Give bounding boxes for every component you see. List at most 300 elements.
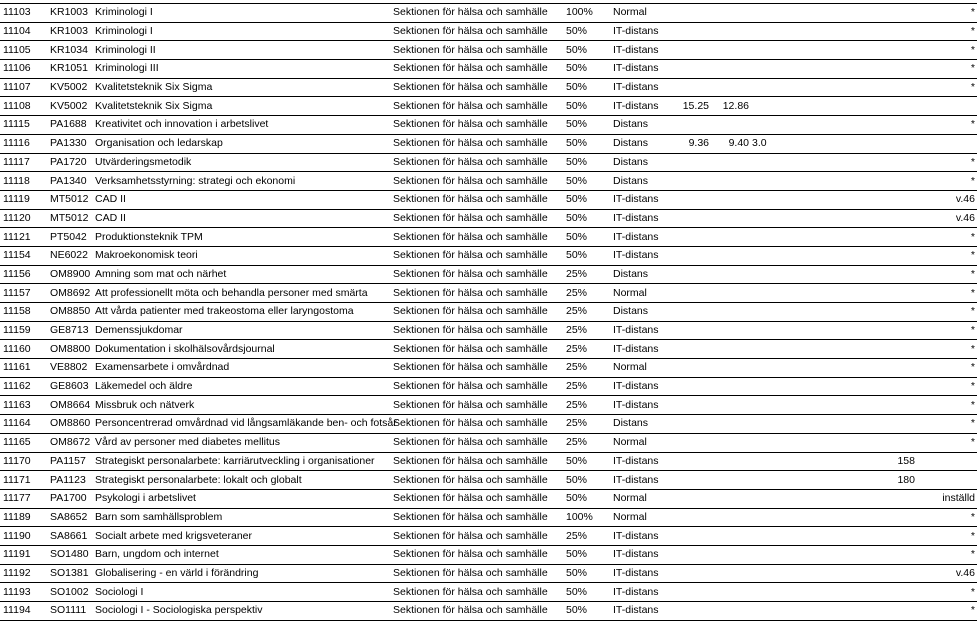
- score1-cell: [672, 340, 712, 359]
- table-row: [0, 321, 977, 340]
- course-name-cell: Produktionsteknik TPM: [92, 228, 390, 247]
- department-cell: Sektionen för hälsa och samhälle: [390, 284, 563, 303]
- department-cell: Sektionen för hälsa och samhälle: [390, 564, 563, 583]
- course-code-cell: PA1720: [47, 153, 92, 172]
- course-code-cell: MT5012: [47, 209, 92, 228]
- study-mode-cell: Normal: [610, 284, 672, 303]
- score1-cell: [672, 452, 712, 471]
- table-row: [0, 489, 977, 508]
- score2-cell: [712, 377, 752, 396]
- score1-cell: [672, 246, 712, 265]
- count-cell: [772, 489, 917, 508]
- score3-cell: [752, 602, 772, 621]
- course-name-cell: Demenssjukdomar: [92, 321, 390, 340]
- course-id-cell: 11164: [0, 415, 47, 434]
- department-cell: Sektionen för hälsa och samhälle: [390, 340, 563, 359]
- pace-cell: 25%: [563, 340, 610, 359]
- score2-cell: [712, 545, 752, 564]
- course-id-cell: 11158: [0, 303, 47, 322]
- table-row: [0, 22, 977, 41]
- count-cell: [772, 246, 917, 265]
- course-name-cell: Dokumentation i skolhälsovårdsjournal: [92, 340, 390, 359]
- score2-cell: [712, 471, 752, 490]
- score2-cell: [712, 116, 752, 135]
- course-name-cell: Strategiskt personalarbete: lokalt och globalt: [92, 471, 390, 490]
- table-row: [0, 377, 977, 396]
- course-name-cell: Socialt arbete med krigsveteraner: [92, 527, 390, 546]
- study-mode-cell: Distans: [610, 134, 672, 153]
- pace-cell: 25%: [563, 321, 610, 340]
- pace-cell: 50%: [563, 134, 610, 153]
- study-mode-cell: IT-distans: [610, 22, 672, 41]
- count-cell: [772, 583, 917, 602]
- department-cell: Sektionen för hälsa och samhälle: [390, 246, 563, 265]
- score2-cell: [712, 265, 752, 284]
- course-id-cell: 11170: [0, 452, 47, 471]
- course-code-cell: PA1700: [47, 489, 92, 508]
- score2-cell: [712, 433, 752, 452]
- score1-cell: [672, 228, 712, 247]
- score3-cell: [752, 228, 772, 247]
- course-name-cell: Examensarbete i omvårdnad: [92, 359, 390, 378]
- course-code-cell: OM8900: [47, 265, 92, 284]
- table-row: [0, 602, 977, 621]
- score1-cell: [672, 415, 712, 434]
- study-mode-cell: IT-distans: [610, 471, 672, 490]
- course-code-cell: NE6022: [47, 246, 92, 265]
- course-id-cell: 11154: [0, 246, 47, 265]
- course-name-cell: Utvärderingsmetodik: [92, 153, 390, 172]
- course-id-cell: 11162: [0, 377, 47, 396]
- course-id-cell: 11159: [0, 321, 47, 340]
- course-name-cell: Att vårda patienter med trakeostoma eller laryngostoma: [92, 303, 390, 322]
- pace-cell: 50%: [563, 471, 610, 490]
- pace-cell: 50%: [563, 153, 610, 172]
- table-row: [0, 228, 977, 247]
- score3-cell: [752, 284, 772, 303]
- department-cell: Sektionen för hälsa och samhälle: [390, 583, 563, 602]
- score2-cell: [712, 60, 752, 79]
- department-cell: Sektionen för hälsa och samhälle: [390, 190, 563, 209]
- course-code-cell: GE8603: [47, 377, 92, 396]
- score1-cell: [672, 78, 712, 97]
- note-cell: *: [917, 377, 977, 396]
- pace-cell: 50%: [563, 583, 610, 602]
- pace-cell: 50%: [563, 22, 610, 41]
- course-id-cell: 11119: [0, 190, 47, 209]
- score3-cell: [752, 60, 772, 79]
- score2-cell: [712, 246, 752, 265]
- study-mode-cell: Distans: [610, 415, 672, 434]
- pace-cell: 50%: [563, 602, 610, 621]
- note-cell: *: [917, 265, 977, 284]
- note-cell: *: [917, 602, 977, 621]
- department-cell: Sektionen för hälsa och samhälle: [390, 153, 563, 172]
- note-cell: *: [917, 4, 977, 23]
- course-name-cell: Kriminologi III: [92, 60, 390, 79]
- course-name-cell: Kriminologi II: [92, 41, 390, 60]
- course-id-cell: 11194: [0, 602, 47, 621]
- pace-cell: 25%: [563, 377, 610, 396]
- count-cell: 180: [772, 471, 917, 490]
- course-name-cell: CAD II: [92, 190, 390, 209]
- course-name-cell: Kvalitetsteknik Six Sigma: [92, 78, 390, 97]
- note-cell: [917, 134, 977, 153]
- department-cell: Sektionen för hälsa och samhälle: [390, 508, 563, 527]
- study-mode-cell: Normal: [610, 4, 672, 23]
- pace-cell: 50%: [563, 228, 610, 247]
- count-cell: [772, 172, 917, 191]
- score1-cell: [672, 433, 712, 452]
- study-mode-cell: IT-distans: [610, 60, 672, 79]
- course-id-cell: 11189: [0, 508, 47, 527]
- table-row: [0, 433, 977, 452]
- pace-cell: 25%: [563, 527, 610, 546]
- pace-cell: 25%: [563, 303, 610, 322]
- course-code-cell: KR1003: [47, 4, 92, 23]
- course-name-cell: Missbruk och nätverk: [92, 396, 390, 415]
- department-cell: Sektionen för hälsa och samhälle: [390, 527, 563, 546]
- score3-cell: [752, 396, 772, 415]
- course-code-cell: OM8664: [47, 396, 92, 415]
- score1-cell: [672, 284, 712, 303]
- course-code-cell: GE8713: [47, 321, 92, 340]
- score3-cell: [752, 583, 772, 602]
- study-mode-cell: Distans: [610, 172, 672, 191]
- score2-cell: [712, 78, 752, 97]
- study-mode-cell: IT-distans: [610, 396, 672, 415]
- course-name-cell: Personcentrerad omvårdnad vid långsamläkande ben- och fotsår: [92, 415, 390, 434]
- department-cell: Sektionen för hälsa och samhälle: [390, 78, 563, 97]
- department-cell: Sektionen för hälsa och samhälle: [390, 321, 563, 340]
- score2-cell: [712, 209, 752, 228]
- note-cell: *: [917, 359, 977, 378]
- score1-cell: [672, 489, 712, 508]
- count-cell: [772, 527, 917, 546]
- course-code-cell: SO1480: [47, 545, 92, 564]
- score2-cell: 9.40: [712, 134, 752, 153]
- note-cell: *: [917, 60, 977, 79]
- note-cell: *: [917, 545, 977, 564]
- score1-cell: [672, 321, 712, 340]
- score3-cell: [752, 321, 772, 340]
- course-name-cell: Kriminologi I: [92, 4, 390, 23]
- course-id-cell: 11157: [0, 284, 47, 303]
- score2-cell: [712, 22, 752, 41]
- study-mode-cell: IT-distans: [610, 527, 672, 546]
- course-code-cell: KR1003: [47, 22, 92, 41]
- table-row: [0, 172, 977, 191]
- course-code-cell: OM8672: [47, 433, 92, 452]
- count-cell: [772, 508, 917, 527]
- count-cell: 158: [772, 452, 917, 471]
- table-row: [0, 97, 977, 116]
- score2-cell: [712, 190, 752, 209]
- note-cell: *: [917, 396, 977, 415]
- score1-cell: [672, 303, 712, 322]
- course-name-cell: Läkemedel och äldre: [92, 377, 390, 396]
- score1-cell: [672, 41, 712, 60]
- study-mode-cell: Distans: [610, 153, 672, 172]
- score1-cell: [672, 545, 712, 564]
- score3-cell: [752, 377, 772, 396]
- score2-cell: [712, 153, 752, 172]
- count-cell: [772, 134, 917, 153]
- table-row: [0, 265, 977, 284]
- note-cell: *: [917, 321, 977, 340]
- course-id-cell: 11115: [0, 116, 47, 135]
- count-cell: [772, 60, 917, 79]
- score3-cell: [752, 153, 772, 172]
- count-cell: [772, 228, 917, 247]
- department-cell: Sektionen för hälsa och samhälle: [390, 602, 563, 621]
- note-cell: *: [917, 284, 977, 303]
- department-cell: Sektionen för hälsa och samhälle: [390, 116, 563, 135]
- course-name-cell: CAD II: [92, 209, 390, 228]
- score2-cell: [712, 527, 752, 546]
- study-mode-cell: Normal: [610, 359, 672, 378]
- study-mode-cell: IT-distans: [610, 564, 672, 583]
- department-cell: Sektionen för hälsa och samhälle: [390, 377, 563, 396]
- score3-cell: [752, 545, 772, 564]
- course-code-cell: SO1002: [47, 583, 92, 602]
- course-id-cell: 11106: [0, 60, 47, 79]
- note-cell: *: [917, 508, 977, 527]
- study-mode-cell: Normal: [610, 508, 672, 527]
- table-row: [0, 41, 977, 60]
- note-cell: [917, 97, 977, 116]
- table-row: [0, 359, 977, 378]
- score3-cell: [752, 471, 772, 490]
- score2-cell: [712, 602, 752, 621]
- score1-cell: [672, 22, 712, 41]
- department-cell: Sektionen för hälsa och samhälle: [390, 396, 563, 415]
- department-cell: Sektionen för hälsa och samhälle: [390, 209, 563, 228]
- score3-cell: [752, 78, 772, 97]
- score2-cell: [712, 415, 752, 434]
- study-mode-cell: IT-distans: [610, 583, 672, 602]
- score3-cell: [752, 190, 772, 209]
- pace-cell: 25%: [563, 433, 610, 452]
- count-cell: [772, 433, 917, 452]
- score3-cell: [752, 41, 772, 60]
- pace-cell: 50%: [563, 209, 610, 228]
- study-mode-cell: IT-distans: [610, 377, 672, 396]
- table-row: [0, 134, 977, 153]
- table-row: [0, 508, 977, 527]
- table-row: [0, 153, 977, 172]
- department-cell: Sektionen för hälsa och samhälle: [390, 60, 563, 79]
- count-cell: [772, 545, 917, 564]
- pace-cell: 50%: [563, 41, 610, 60]
- note-cell: inställd: [917, 489, 977, 508]
- course-name-cell: Kreativitet och innovation i arbetslivet: [92, 116, 390, 135]
- score3-cell: [752, 508, 772, 527]
- course-name-cell: Verksamhetsstyrning: strategi och ekonomi: [92, 172, 390, 191]
- note-cell: v.46: [917, 564, 977, 583]
- table-row: [0, 78, 977, 97]
- table-row: [0, 190, 977, 209]
- table-row: [0, 415, 977, 434]
- note-cell: *: [917, 303, 977, 322]
- study-mode-cell: Normal: [610, 489, 672, 508]
- score3-cell: [752, 452, 772, 471]
- score2-cell: [712, 564, 752, 583]
- course-code-cell: OM8850: [47, 303, 92, 322]
- score2-cell: [712, 452, 752, 471]
- score1-cell: [672, 602, 712, 621]
- course-id-cell: 11163: [0, 396, 47, 415]
- note-cell: *: [917, 415, 977, 434]
- study-mode-cell: IT-distans: [610, 78, 672, 97]
- note-cell: *: [917, 22, 977, 41]
- score2-cell: [712, 284, 752, 303]
- count-cell: [772, 116, 917, 135]
- course-name-cell: Att professionellt möta och behandla personer med smärta: [92, 284, 390, 303]
- department-cell: Sektionen för hälsa och samhälle: [390, 4, 563, 23]
- table-body: [0, 4, 977, 621]
- course-code-cell: KV5002: [47, 97, 92, 116]
- note-cell: *: [917, 527, 977, 546]
- course-name-cell: Strategiskt personalarbete: karriärutveckling i organisationer: [92, 452, 390, 471]
- score2-cell: [712, 396, 752, 415]
- count-cell: [772, 396, 917, 415]
- course-id-cell: 11160: [0, 340, 47, 359]
- pace-cell: 50%: [563, 190, 610, 209]
- score2-cell: [712, 303, 752, 322]
- count-cell: [772, 265, 917, 284]
- study-mode-cell: Distans: [610, 303, 672, 322]
- course-code-cell: PA1330: [47, 134, 92, 153]
- count-cell: [772, 359, 917, 378]
- note-cell: *: [917, 340, 977, 359]
- course-id-cell: 11171: [0, 471, 47, 490]
- score1-cell: [672, 564, 712, 583]
- table-row: [0, 527, 977, 546]
- score1-cell: [672, 265, 712, 284]
- study-mode-cell: IT-distans: [610, 321, 672, 340]
- course-code-cell: KR1034: [47, 41, 92, 60]
- department-cell: Sektionen för hälsa och samhälle: [390, 545, 563, 564]
- score1-cell: [672, 4, 712, 23]
- score1-cell: [672, 471, 712, 490]
- score3-cell: [752, 97, 772, 116]
- count-cell: [772, 377, 917, 396]
- course-code-cell: KR1051: [47, 60, 92, 79]
- course-id-cell: 11192: [0, 564, 47, 583]
- department-cell: Sektionen för hälsa och samhälle: [390, 489, 563, 508]
- score3-cell: [752, 433, 772, 452]
- department-cell: Sektionen för hälsa och samhälle: [390, 265, 563, 284]
- department-cell: Sektionen för hälsa och samhälle: [390, 452, 563, 471]
- study-mode-cell: IT-distans: [610, 340, 672, 359]
- study-mode-cell: IT-distans: [610, 190, 672, 209]
- score3-cell: [752, 172, 772, 191]
- count-cell: [772, 602, 917, 621]
- count-cell: [772, 190, 917, 209]
- course-code-cell: PA1688: [47, 116, 92, 135]
- score2-cell: [712, 508, 752, 527]
- course-id-cell: 11103: [0, 4, 47, 23]
- score3-cell: [752, 359, 772, 378]
- course-name-cell: Psykologi i arbetslivet: [92, 489, 390, 508]
- table-row: [0, 452, 977, 471]
- department-cell: Sektionen för hälsa och samhälle: [390, 228, 563, 247]
- table-row: [0, 471, 977, 490]
- course-name-cell: Kriminologi I: [92, 22, 390, 41]
- note-cell: *: [917, 153, 977, 172]
- score3-cell: [752, 246, 772, 265]
- table-row: [0, 583, 977, 602]
- score3-cell: [752, 303, 772, 322]
- count-cell: [772, 321, 917, 340]
- table-row: [0, 246, 977, 265]
- score1-cell: [672, 60, 712, 79]
- department-cell: Sektionen för hälsa och samhälle: [390, 41, 563, 60]
- score1-cell: 15.25: [672, 97, 712, 116]
- score1-cell: [672, 359, 712, 378]
- score3-cell: [752, 22, 772, 41]
- course-id-cell: 11118: [0, 172, 47, 191]
- count-cell: [772, 153, 917, 172]
- course-name-cell: Kvalitetsteknik Six Sigma: [92, 97, 390, 116]
- pace-cell: 50%: [563, 116, 610, 135]
- note-cell: *: [917, 41, 977, 60]
- score1-cell: [672, 172, 712, 191]
- course-id-cell: 11107: [0, 78, 47, 97]
- course-name-cell: Sociologi I - Sociologiska perspektiv: [92, 602, 390, 621]
- course-code-cell: SO1111: [47, 602, 92, 621]
- course-name-cell: Sociologi I: [92, 583, 390, 602]
- study-mode-cell: IT-distans: [610, 228, 672, 247]
- score3-cell: 3.0: [752, 134, 772, 153]
- pace-cell: 25%: [563, 284, 610, 303]
- course-code-cell: SA8661: [47, 527, 92, 546]
- department-cell: Sektionen för hälsa och samhälle: [390, 172, 563, 191]
- score3-cell: [752, 564, 772, 583]
- pace-cell: 100%: [563, 508, 610, 527]
- course-name-cell: Amning som mat och närhet: [92, 265, 390, 284]
- course-name-cell: Barn som samhällsproblem: [92, 508, 390, 527]
- count-cell: [772, 284, 917, 303]
- pace-cell: 50%: [563, 78, 610, 97]
- score1-cell: [672, 396, 712, 415]
- count-cell: [772, 78, 917, 97]
- note-cell: [917, 471, 977, 490]
- count-cell: [772, 340, 917, 359]
- pace-cell: 50%: [563, 564, 610, 583]
- study-mode-cell: Distans: [610, 265, 672, 284]
- department-cell: Sektionen för hälsa och samhälle: [390, 22, 563, 41]
- score2-cell: [712, 172, 752, 191]
- pace-cell: 50%: [563, 97, 610, 116]
- table-row: [0, 284, 977, 303]
- note-cell: *: [917, 583, 977, 602]
- table-row: [0, 340, 977, 359]
- pace-cell: 25%: [563, 359, 610, 378]
- study-mode-cell: IT-distans: [610, 97, 672, 116]
- note-cell: *: [917, 116, 977, 135]
- department-cell: Sektionen för hälsa och samhälle: [390, 134, 563, 153]
- course-table: [0, 3, 977, 621]
- score3-cell: [752, 340, 772, 359]
- course-id-cell: 11177: [0, 489, 47, 508]
- pace-cell: 25%: [563, 396, 610, 415]
- course-id-cell: 11191: [0, 545, 47, 564]
- study-mode-cell: IT-distans: [610, 246, 672, 265]
- course-id-cell: 11108: [0, 97, 47, 116]
- pace-cell: 50%: [563, 489, 610, 508]
